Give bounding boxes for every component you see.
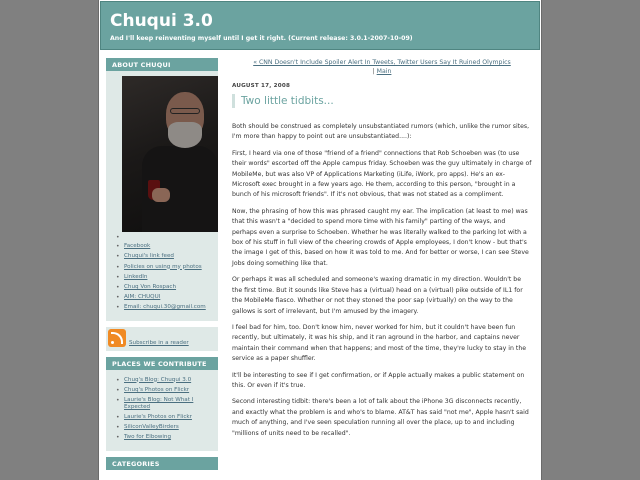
subscribe-link[interactable]: Subscribe in a reader [129, 340, 189, 346]
categories-box [106, 457, 218, 470]
main-link[interactable]: Main [376, 68, 392, 75]
about-link-link-feed[interactable]: • Chuqui's link feed [116, 253, 214, 260]
post-paragraph: Both should be construed as completely unsubstantiated rumors (which, unlike the rumor sites, I'm more than happy to point out are unsubstantiated....): [232, 123, 530, 141]
post-paragraph: I feel bad for him, too. Don't know him, never worked for him, but it couldn't have been fun recently, but ultimately, it was his ship, and it ran aground in the harbor, and captains never maintain their command when that happens; and most of the time, they're lucky to stay in the service as a paper shuffler. [232, 323, 527, 363]
categories-box-title: CATEGORIES [106, 457, 218, 470]
site-title[interactable]: Chuqui 3.0 [110, 11, 213, 31]
about-link-linkedin[interactable]: • LinkedIn [116, 274, 214, 281]
sidebar [106, 58, 218, 476]
nav-separator: | [372, 68, 375, 75]
places-link[interactable]: • SiliconValleyBirders [116, 424, 214, 431]
post-title[interactable]: Two little tidbits... [232, 94, 532, 108]
post-paragraph: Now, the phrasing of how this was phrased caught my ear. The implication (at least to me) was that this wasn't a "decided to spend more time with his family" parting of the ways, and perhaps even a surprise to Schoeben. Whether he was literally walked to the parking lot with a box of his stuff in full view of the cheering crowds of Apple employees, I don't know - but that's the image I get of this, based on how it was told to me. And for better or worse, I can see Steve Jobs doing something like that. [232, 207, 529, 267]
places-link[interactable]: • Two for Elbowing [116, 434, 214, 441]
places-link[interactable]: • Laurie's Blog: Not What I Expected [116, 397, 214, 411]
about-link-email[interactable]: • Email: chuqui.30@gmail.com [116, 304, 214, 311]
prev-post-link[interactable]: « CNN Doesn't Include Spoiler Alert In Tweets, Twitter Users Say It Ruined Olympics [253, 59, 511, 66]
site-header [100, 1, 540, 50]
places-box [106, 357, 218, 451]
post-paragraph: Or perhaps it was all scheduled and someone's waxing dramatic in my direction. Wouldn't be the first time. But it sounds like Steve has a (virtual) head on a (virtual) pike outside of IL1 for the MobileMe fiasco. Whether or not they stoned the poor sap (virtually) on the way to the gallows is sort of irrelevant, but I'm amused by the imagery. [232, 276, 523, 315]
author-photo [122, 76, 218, 232]
post-body [232, 122, 532, 439]
site-description: And I'll keep reinventing myself until I get it right. (Current release: 3.0.1-2007-10-09) [110, 35, 413, 42]
post-date: AUGUST 17, 2008 [232, 83, 291, 89]
main-content [232, 58, 532, 445]
places-link[interactable]: • Laurie's Photos on Flickr [116, 414, 214, 421]
about-link-facebook[interactable]: • Facebook [116, 243, 214, 250]
list-item [116, 234, 214, 240]
places-link[interactable]: • Chuq's Blog: Chuqui 3.0 [116, 377, 214, 384]
post-paragraph: It'll be interesting to see if I get confirmation, or if Apple actually makes a public statement on this. Or even if it's true. [232, 371, 525, 389]
about-link-aim[interactable]: • AIM: CHUQUI [116, 294, 214, 301]
post-navigation [232, 58, 532, 76]
about-link-name[interactable]: • Chuq Von Rospach [116, 284, 214, 291]
post-paragraph: First, I heard via one of those "friend of a friend" connections that Rob Schoeben was (to use their words" escorted off the Apple campus friday. Schoeben was the guy ultimately in charge of MobileMe, but was also VP of Applications Marketing (iLife, iWork, pro apps). He's an ex-Microsoft exec brought in a few years ago. He them, according to this person, "brought in a bunch of his microsoft friends". If it's not obvious, that was not stated as a compliment. [232, 149, 532, 199]
subscribe-box [106, 327, 218, 351]
page [98, 0, 542, 480]
post-paragraph: Second interesting tidbit: there's been a lot of talk about the iPhone 3G disconnects recently, and exactly what the problem is and who's to blame. AT&T has said "not me", Apple hasn't said much of anything, and I've seen speculation running all over the place, up to and including "millions of units need to be recalled". [232, 398, 529, 437]
about-link-photo-policies[interactable]: • Policies on using my photos [116, 264, 214, 271]
rss-icon[interactable] [108, 329, 126, 347]
about-box [106, 58, 218, 321]
places-box-title: PLACES WE CONTRIBUTE [106, 357, 218, 370]
about-box-title: ABOUT CHUQUI [106, 58, 218, 71]
places-links [116, 377, 214, 442]
places-link[interactable]: • Chuq's Photos on Flickr [116, 387, 214, 394]
about-links [116, 234, 214, 311]
